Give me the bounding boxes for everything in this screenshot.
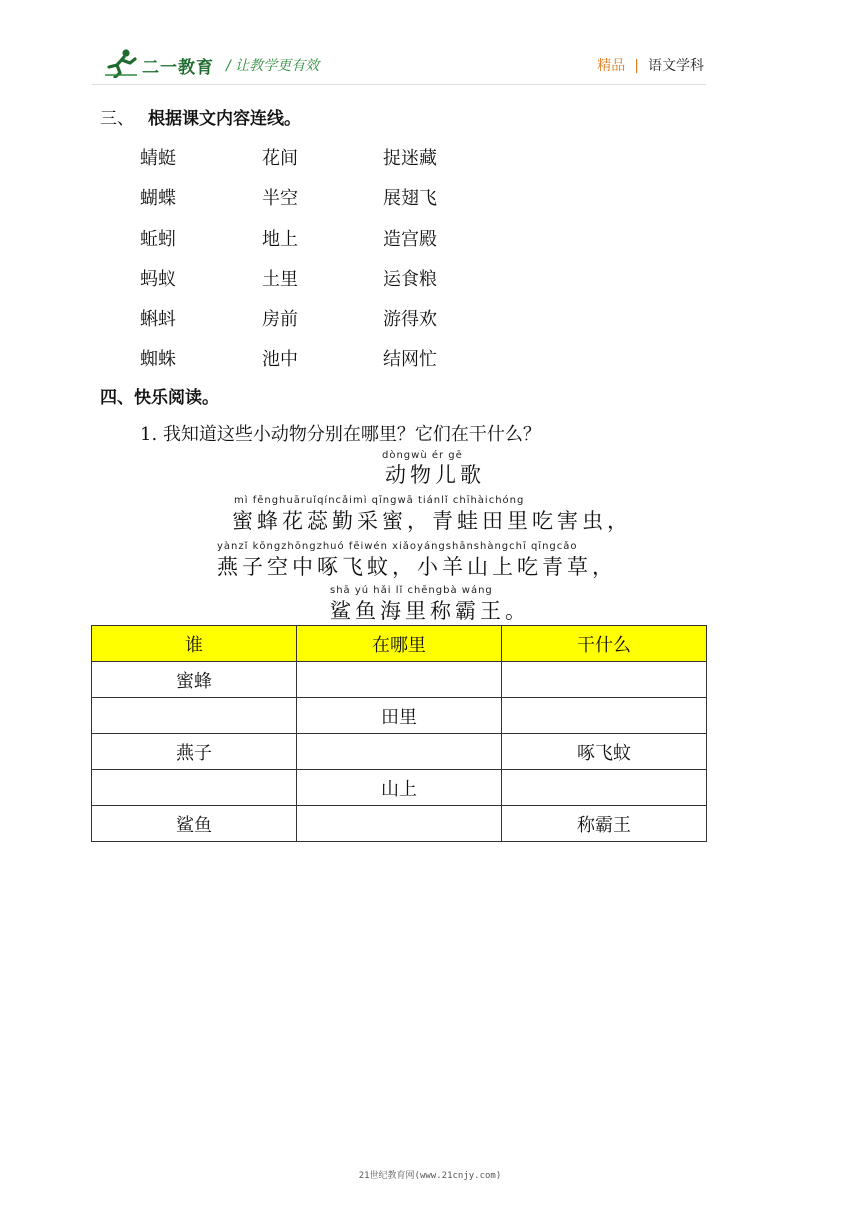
match-place: 房前 (262, 309, 298, 330)
match-animal: 蜘蛛 (140, 349, 176, 370)
match-animal: 蝴蝶 (140, 188, 176, 209)
brand-slogan: / 让教学更有效 (226, 58, 320, 74)
page-footer: 21世纪教育网(www.21cnjy.com) (358, 1171, 502, 1181)
poem-line-pinyin: shā yú hǎi lǐ chēngbà wáng (330, 585, 493, 596)
table-row (92, 662, 707, 698)
match-animal: 蜻蜓 (140, 148, 176, 169)
table-cell: 燕子 (92, 734, 297, 770)
table-cell: 啄飞蚊 (502, 734, 707, 770)
table-cell: 鲨鱼 (92, 806, 297, 842)
table-header: 谁 (92, 626, 297, 662)
header-subject (597, 55, 704, 75)
match-action: 结网忙 (383, 349, 437, 370)
poem-line: 鲨鱼海里称霸王。 (330, 599, 530, 623)
poem-title-pinyin: dòngwù ér gē (382, 450, 463, 461)
section-4-title: 四、快乐阅读。 (100, 388, 219, 408)
poem-line: 蜜蜂花蕊勤采蜜，青蛙田里吃害虫， (232, 509, 632, 533)
table-header: 在哪里 (297, 626, 502, 662)
match-place: 花间 (262, 148, 298, 169)
match-action: 游得欢 (383, 309, 437, 330)
table-cell[interactable] (297, 734, 502, 770)
table-cell[interactable] (502, 662, 707, 698)
match-animal: 蚯蚓 (140, 229, 176, 250)
table-row (92, 698, 707, 734)
poem-line: 燕子空中啄飞蚊，小羊山上吃青草， (217, 555, 617, 579)
answer-table (91, 625, 707, 842)
header-divider (92, 84, 706, 85)
match-place: 半空 (262, 188, 298, 209)
match-action: 展翅飞 (383, 188, 437, 209)
brand-name: 二一教育 (142, 58, 214, 78)
section-3-title (100, 104, 301, 129)
table-header-row (92, 626, 707, 662)
section-3-number: 三、 (100, 109, 134, 129)
table-cell[interactable] (92, 698, 297, 734)
header-separator: | (634, 58, 639, 74)
match-place: 土里 (262, 269, 298, 290)
runner-logo-icon (104, 48, 138, 78)
table-cell: 称霸王 (502, 806, 707, 842)
table-header: 干什么 (502, 626, 707, 662)
match-place: 池中 (262, 349, 298, 370)
table-cell[interactable] (297, 806, 502, 842)
reading-question: 1. 我知道这些小动物分别在哪里？它们在干什么？ (140, 424, 541, 445)
table-row (92, 806, 707, 842)
poem-title: 动物儿歌 (385, 463, 485, 487)
table-cell: 田里 (297, 698, 502, 734)
subject-label: 语文学科 (648, 58, 704, 74)
match-action: 捉迷藏 (383, 148, 437, 169)
match-action: 运食粮 (383, 269, 437, 290)
match-place: 地上 (262, 229, 298, 250)
table-cell[interactable] (502, 698, 707, 734)
match-action: 造宫殿 (383, 229, 437, 250)
poem-line-pinyin: mì fēnghuāruǐqíncǎimì qīngwā tiánlǐ chīhàichóng (234, 495, 525, 506)
match-animal: 蚂蚁 (140, 269, 176, 290)
table-cell: 山上 (297, 770, 502, 806)
table-cell[interactable] (92, 770, 297, 806)
section-3-heading: 根据课文内容连线。 (148, 109, 301, 129)
quality-label: 精品 (597, 58, 626, 74)
page-header (0, 0, 860, 90)
table-row (92, 770, 707, 806)
table-cell: 蜜蜂 (92, 662, 297, 698)
poem-line-pinyin: yànzǐ kōngzhōngzhuó fēiwén xiǎoyángshānshàngchī qīngcǎo (217, 541, 578, 552)
table-cell[interactable] (297, 662, 502, 698)
table-cell[interactable] (502, 770, 707, 806)
match-animal: 蝌蚪 (140, 309, 176, 330)
table-row (92, 734, 707, 770)
